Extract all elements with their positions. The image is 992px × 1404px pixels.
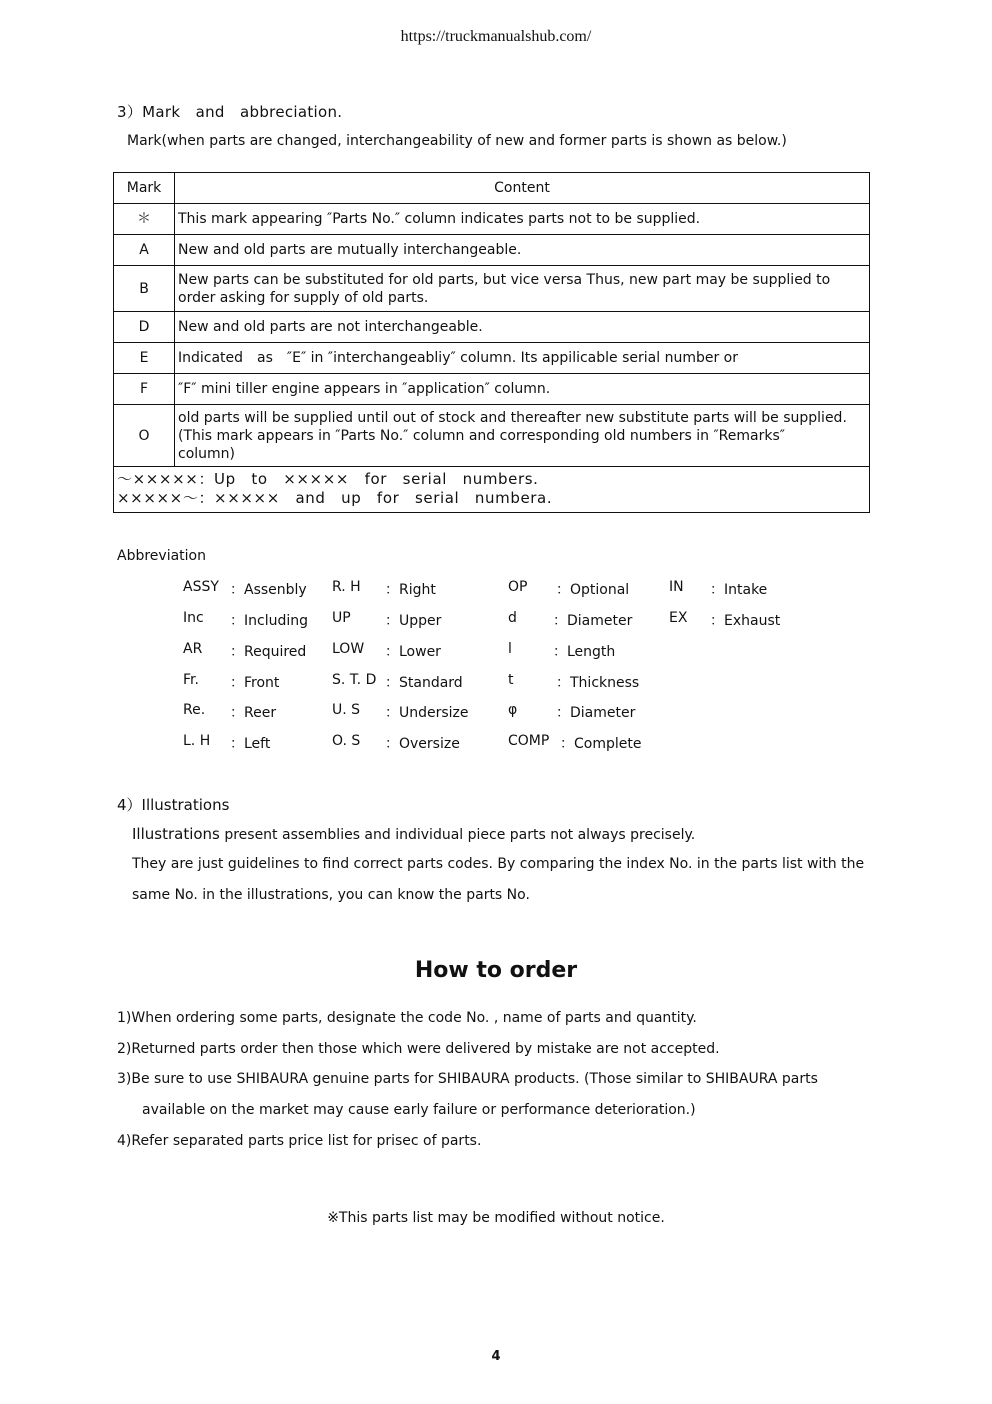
content-line: New and old parts are mutually interchangeable. [178, 242, 522, 258]
abbr-term: φ [508, 702, 518, 718]
content-header: Content [175, 173, 870, 204]
mark-header: Mark [114, 173, 175, 204]
how-to-order-title: How to order [414, 958, 578, 983]
abbr-meaning: ：Diameter [553, 613, 633, 629]
illustrations-lead: Illustrations [132, 825, 220, 843]
serial-notation-line: ×××××～：××××× and up for serial numbera. [117, 489, 553, 507]
mark-row [114, 204, 870, 235]
abbr-term: d [508, 610, 517, 626]
abbr-meaning: ：Assenbly [230, 582, 307, 598]
abbr-meaning: ：Including [230, 613, 308, 629]
serial-notation-cell [114, 467, 870, 513]
abbr-term: l [508, 641, 512, 657]
abbr-meaning: ：Length [553, 644, 616, 660]
serial-notation-line: ～×××××：Up to ××××× for serial numbers. [117, 470, 539, 488]
abbr-term: Fr. [183, 672, 199, 688]
abbr-meaning: ：Complete [560, 736, 642, 752]
content-line: New and old parts are not interchangeable. [178, 319, 483, 335]
abbr-meaning: ：Oversize [385, 736, 460, 752]
content-cell [175, 374, 870, 405]
abbr-meaning: ：Optional [556, 582, 630, 598]
abbr-term: UP [332, 610, 351, 626]
content-line: ″F″ mini tiller engine appears in ″application″ column. [178, 381, 551, 397]
content-line: New parts can be substituted for old parts, but vice versa Thus, new part may be supplied to [178, 271, 831, 288]
mark-cell: F [114, 374, 175, 405]
abbr-term: AR [183, 641, 203, 657]
mark-note: Mark(when parts are changed, interchangeability of new and former parts is shown as below.) [127, 133, 787, 149]
mark-cell: O [114, 405, 175, 467]
illustrations-line [132, 825, 695, 843]
abbr-meaning: ：Undersize [385, 705, 469, 721]
mark-table [113, 172, 870, 513]
mark-row [114, 235, 870, 266]
content-line: (This mark appears in ″Parts No.″ column and corresponding old numbers in ″Remarks″ [178, 427, 785, 444]
abbr-meaning: ：Right [385, 582, 436, 598]
mark-cell: A [114, 235, 175, 266]
page-number: 4 [491, 1349, 501, 1364]
content-cell [175, 235, 870, 266]
mark-row [114, 312, 870, 343]
mark-row [114, 266, 870, 312]
illustrations-line: same No. in the illustrations, you can know the parts No. [132, 887, 530, 903]
abbr-term: EX [669, 610, 688, 626]
content-cell [175, 343, 870, 374]
abbr-term: S. T. D [332, 672, 377, 688]
abbr-term: LOW [332, 641, 365, 657]
abbr-term: OP [508, 579, 528, 595]
mark-cell: B [114, 266, 175, 312]
abbr-meaning: ：Thickness [556, 675, 640, 691]
mark-row [114, 343, 870, 374]
abbr-meaning: ：Upper [385, 613, 442, 629]
abbr-term: L. H [183, 733, 211, 749]
mark-cell: E [114, 343, 175, 374]
source-url: https://truckmanualshub.com/ [400, 28, 592, 45]
content-cell [175, 204, 870, 235]
content-line: order asking for supply of old parts. [178, 289, 429, 306]
abbr-term: t [508, 672, 514, 688]
serial-notation-row [114, 467, 870, 513]
abbr-term: Re. [183, 702, 206, 718]
order-item-continuation: available on the market may cause early failure or performance deterioration.) [142, 1102, 696, 1118]
mark-cell: D [114, 312, 175, 343]
illustrations-line: They are just guidelines to find correct parts codes. By comparing the index No. in the parts list with the [132, 856, 865, 872]
abbr-meaning: ：Exhaust [710, 613, 781, 629]
abbr-term: O. S [332, 733, 361, 749]
abbr-term: COMP [508, 733, 550, 749]
order-item: 2)Returned parts order then those which were delivered by mistake are not accepted. [117, 1041, 720, 1057]
abbr-meaning: ：Left [230, 736, 271, 752]
abbr-meaning: ：Front [230, 675, 280, 691]
abbr-term: ASSY [183, 579, 219, 595]
order-item: 3)Be sure to use SHIBAURA genuine parts for SHIBAURA products. (Those similar to SHIBAURA parts [117, 1071, 818, 1087]
mark-cell: ＊ [114, 204, 175, 235]
content-line: column) [178, 445, 235, 462]
abbr-meaning: ：Required [230, 644, 307, 660]
modification-notice: ※This parts list may be modified without notice. [327, 1210, 665, 1226]
illustrations-text: present assemblies and individual piece parts not always precisely. [219, 827, 696, 843]
abbr-meaning: ：Diameter [556, 705, 636, 721]
content-line: Indicated as ″E″ in ″interchangeabliy″ column. Its appilicable serial number or [178, 350, 738, 366]
content-cell [175, 266, 870, 312]
mark-row [114, 405, 870, 467]
order-item: 1)When ordering some parts, designate the code No. , name of parts and quantity. [117, 1010, 697, 1026]
abbr-term: U. S [332, 702, 361, 718]
mark-table-header [114, 173, 870, 204]
abbr-meaning: ：Intake [710, 582, 768, 598]
content-line: This mark appearing ″Parts No.″ column indicates parts not to be supplied. [178, 211, 701, 227]
content-line: old parts will be supplied until out of stock and thereafter new substitute parts will be supplied. [178, 409, 847, 426]
section-3-title: 3）Mark and abbreciation. [117, 103, 343, 121]
mark-row [114, 374, 870, 405]
section-4-title: 4）Illustrations [117, 796, 230, 814]
abbr-term: IN [669, 579, 684, 595]
order-item: 4)Refer separated parts price list for prisec of parts. [117, 1133, 482, 1149]
abbr-meaning: ：Reer [230, 705, 277, 721]
abbreviation-title: Abbreviation [117, 548, 206, 564]
abbr-term: Inc [183, 610, 204, 626]
abbr-term: R. H [332, 579, 361, 595]
abbr-meaning: ：Lower [385, 644, 441, 660]
abbr-meaning: ：Standard [385, 675, 463, 691]
content-cell [175, 312, 870, 343]
content-cell [175, 405, 870, 467]
